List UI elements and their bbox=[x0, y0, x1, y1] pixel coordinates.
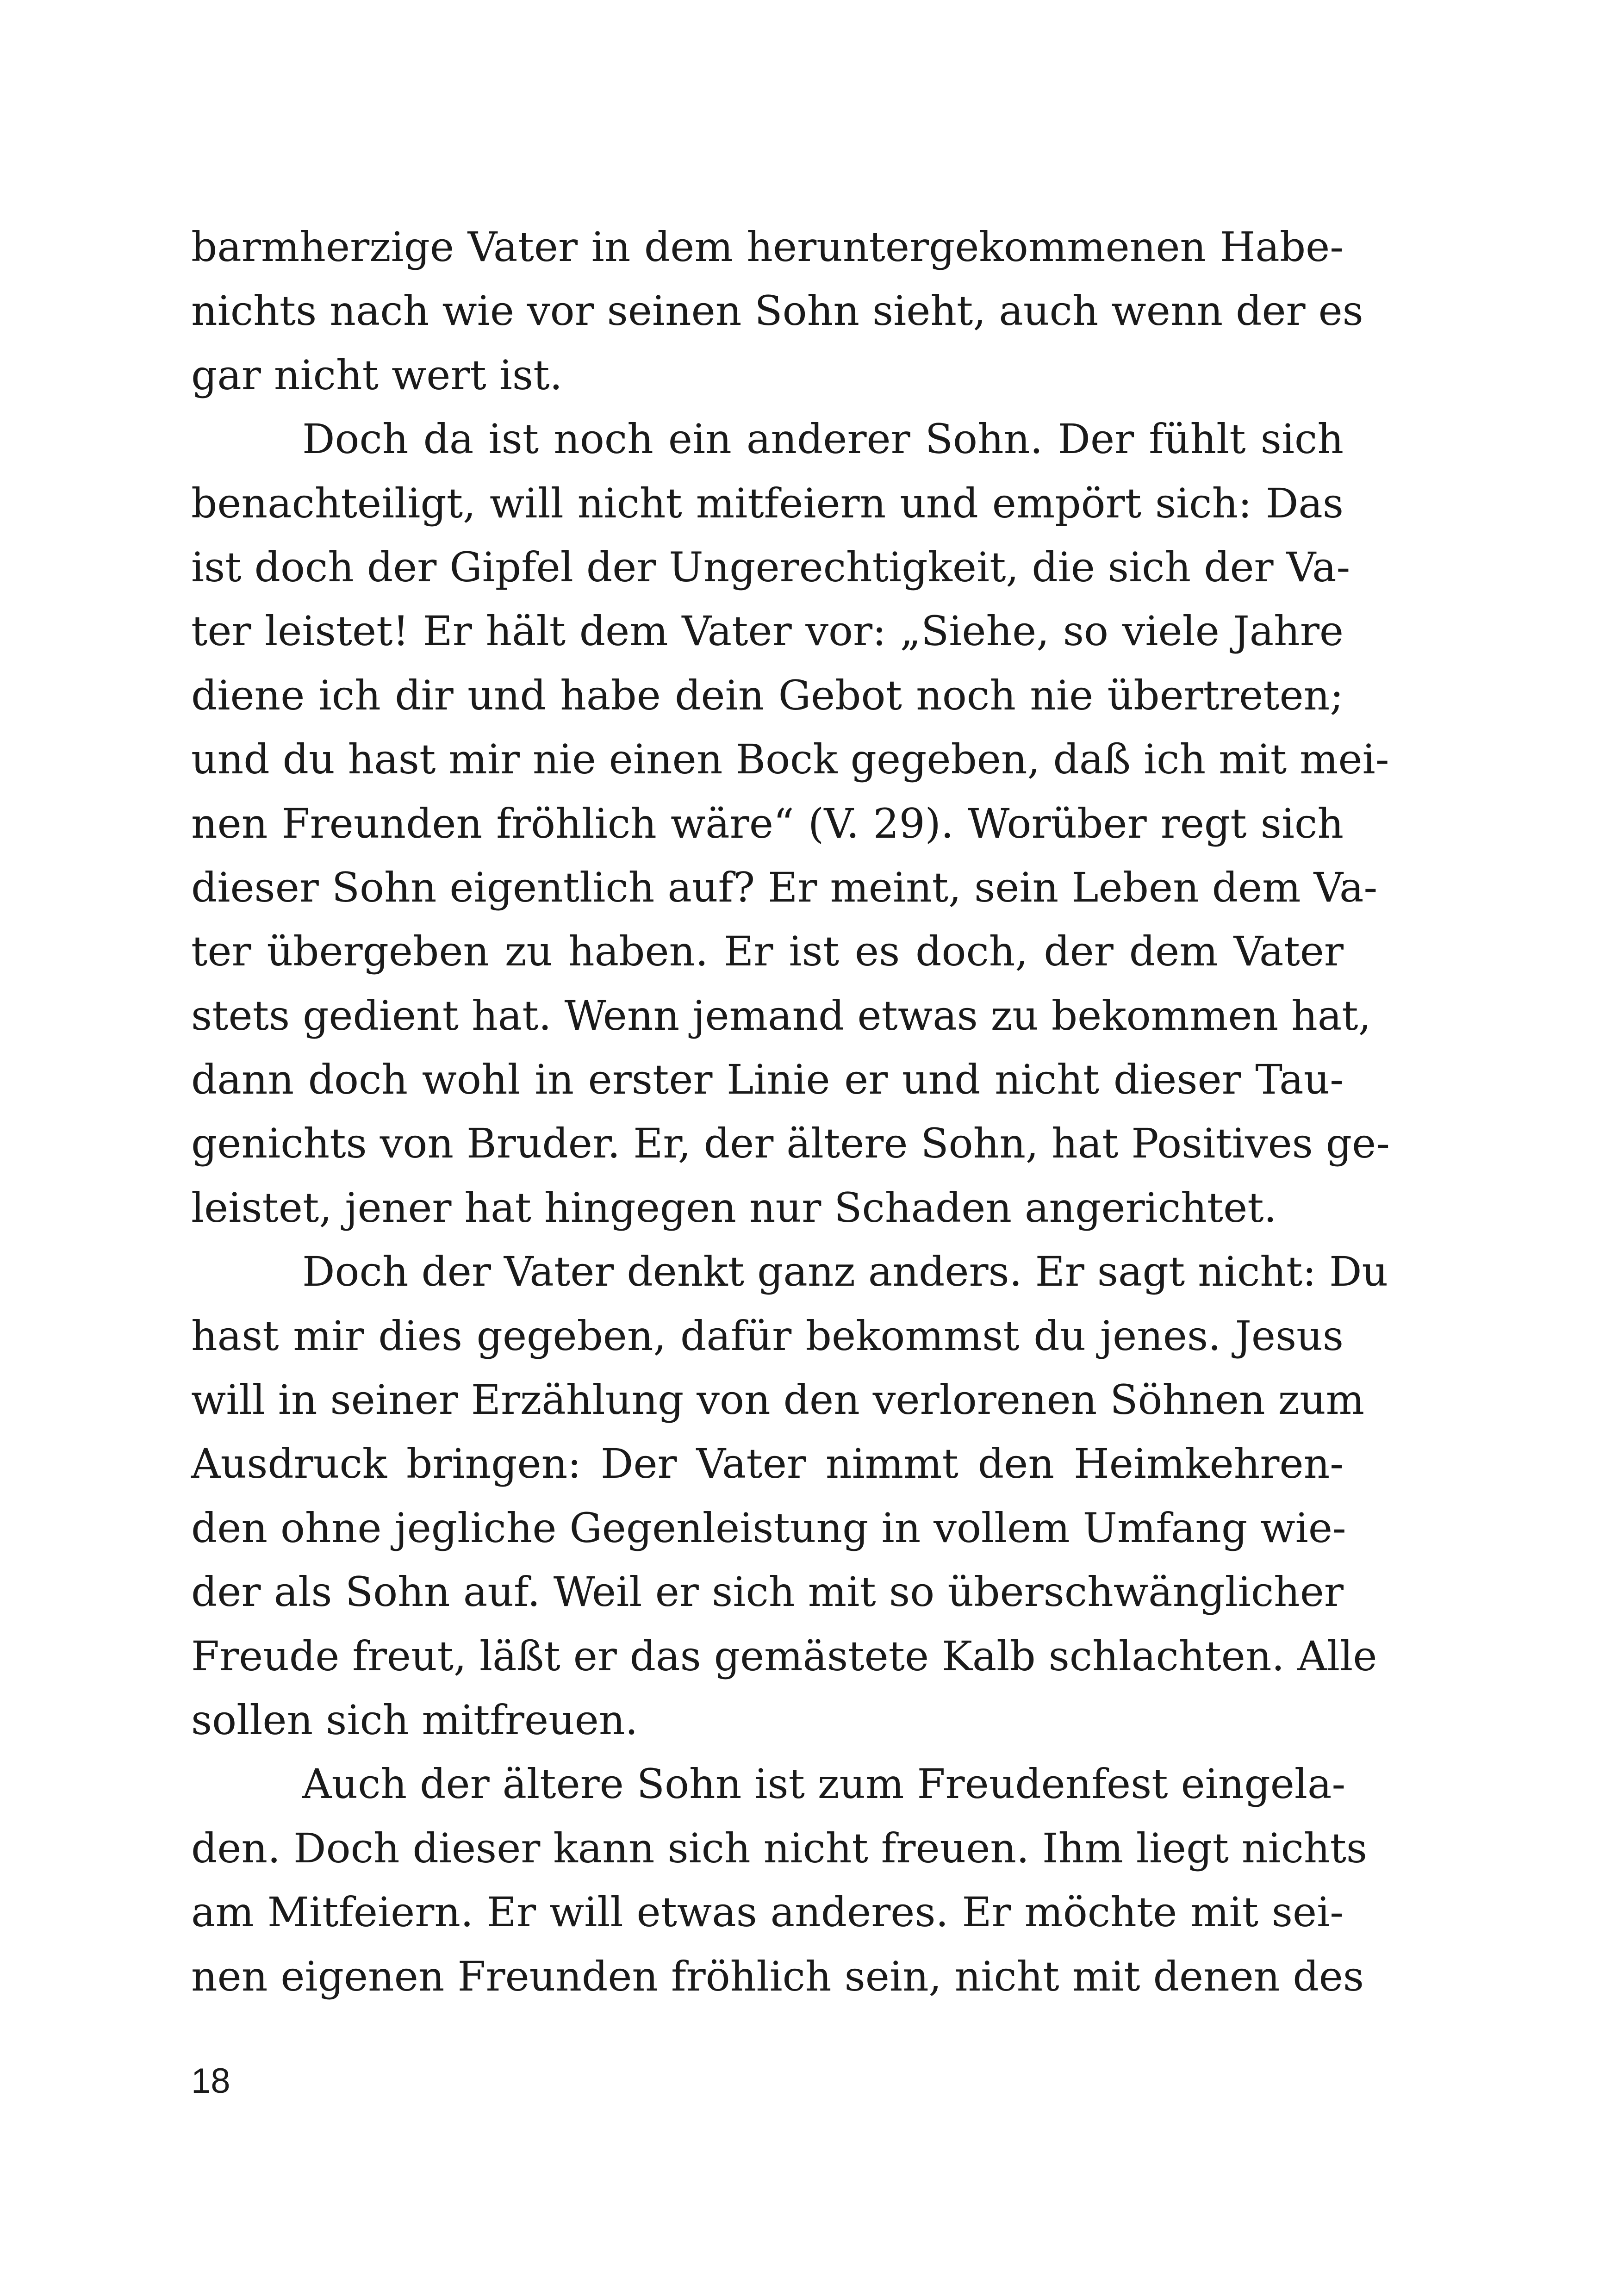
text-line: Freude freut, läßt er das gemästete Kalb schlachten. Alle bbox=[191, 1632, 1377, 1680]
text-line: Ausdruck bringen: Der Vater nimmt den Heimkehren- bbox=[191, 1440, 1344, 1488]
page-number: 18 bbox=[191, 2061, 230, 2101]
text-line: ist doch der Gipfel der Ungerechtigkeit, die sich der Va- bbox=[191, 543, 1350, 591]
text-line: Auch der ältere Sohn ist zum Freudenfest eingela- bbox=[302, 1760, 1346, 1808]
text-line: am Mitfeiern. Er will etwas anderes. Er möchte mit sei- bbox=[191, 1888, 1344, 1936]
text-line: benachteiligt, will nicht mitfeiern und empört sich: Das bbox=[191, 479, 1344, 527]
text-line: dann doch wohl in erster Linie er und nicht dieser Tau- bbox=[191, 1056, 1344, 1104]
body-text bbox=[191, 215, 1390, 2009]
text-line: diene ich dir und habe dein Gebot noch nie übertreten; bbox=[191, 671, 1344, 719]
text-line: genichts von Bruder. Er, der ältere Sohn, hat Positives ge- bbox=[191, 1120, 1390, 1168]
text-line: barmherzige Vater in dem heruntergekommenen Habe- bbox=[191, 223, 1344, 271]
text-line: ter übergeben zu haben. Er ist es doch, der dem Vater bbox=[191, 927, 1344, 976]
text-line: sollen sich mitfreuen. bbox=[191, 1696, 638, 1744]
text-line: stets gedient hat. Wenn jemand etwas zu bekommen hat, bbox=[191, 991, 1371, 1039]
text-line: der als Sohn auf. Weil er sich mit so überschwänglicher bbox=[191, 1568, 1344, 1616]
text-line: den. Doch dieser kann sich nicht freuen. Ihm liegt nichts bbox=[191, 1824, 1368, 1872]
text-line: und du hast mir nie einen Bock gegeben, daß ich mit mei- bbox=[191, 735, 1389, 784]
text-line: nichts nach wie vor seinen Sohn sieht, auch wenn der es bbox=[191, 287, 1363, 335]
text-line: hast mir dies gegeben, dafür bekommst du jenes. Jesus bbox=[191, 1312, 1344, 1360]
text-line: gar nicht wert ist. bbox=[191, 351, 563, 399]
text-line: nen Freunden fröhlich wäre“ (V. 29). Worüber regt sich bbox=[191, 799, 1344, 847]
text-line: Doch der Vater denkt ganz anders. Er sagt nicht: Du bbox=[302, 1248, 1388, 1296]
text-line: leistet, jener hat hingegen nur Schaden angerichtet. bbox=[191, 1183, 1277, 1232]
text-line: dieser Sohn eigentlich auf? Er meint, sein Leben dem Va- bbox=[191, 863, 1378, 911]
text-line: nen eigenen Freunden fröhlich sein, nicht mit denen des bbox=[191, 1952, 1364, 2000]
text-line: ter leistet! Er hält dem Vater vor: „Siehe, so viele Jahre bbox=[191, 607, 1344, 655]
text-line: Doch da ist noch ein anderer Sohn. Der fühlt sich bbox=[302, 415, 1344, 463]
text-line: den ohne jegliche Gegenleistung in vollem Umfang wie- bbox=[191, 1504, 1346, 1552]
text-line: will in seiner Erzählung von den verlorenen Söhnen zum bbox=[191, 1376, 1365, 1424]
